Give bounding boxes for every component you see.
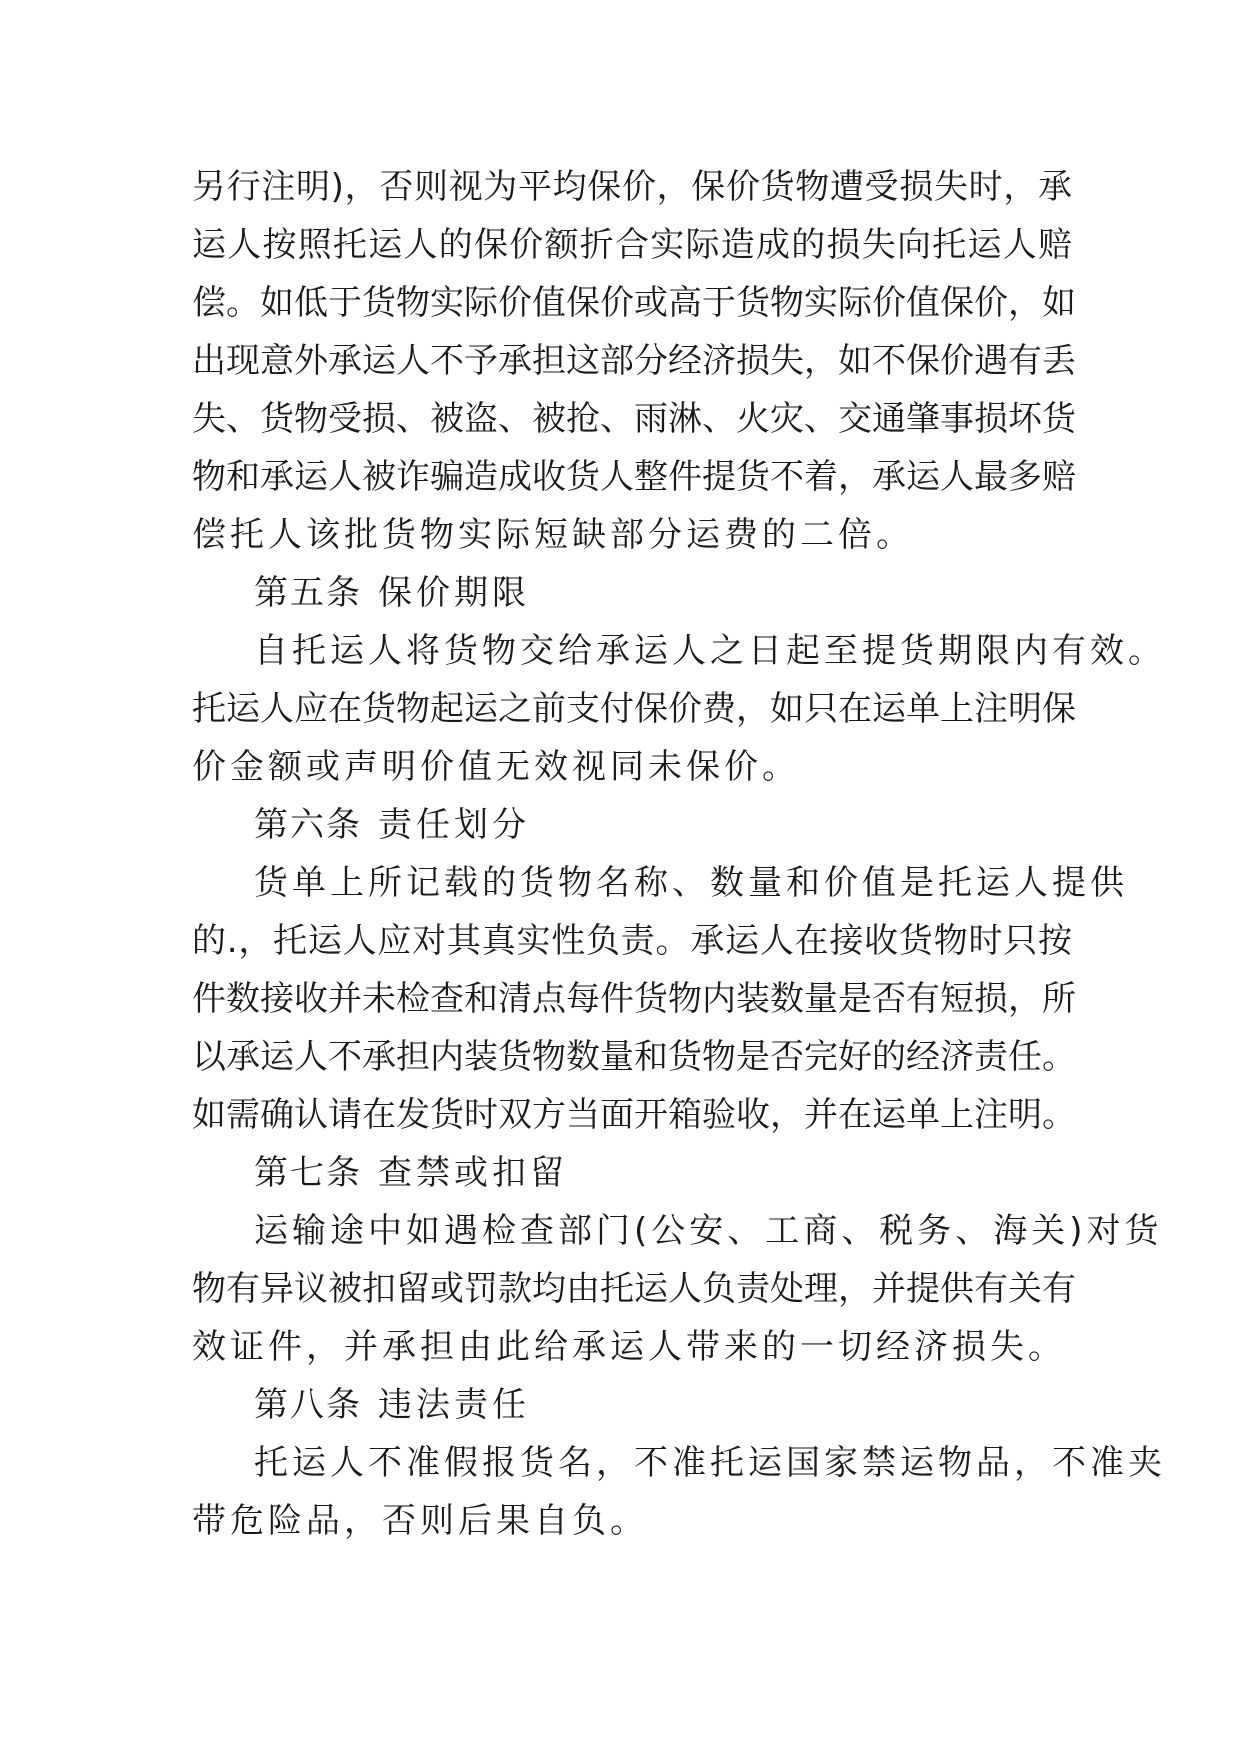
text-line: 如需确认请在发货时双方当面开箱验收，并在运单上注明。: [192, 1095, 1076, 1135]
article-5-heading: [192, 564, 1072, 622]
text-line: 效证件，并承担由此给承运人带来的一切经济损失。: [192, 1327, 1066, 1367]
text-line: 带危险品，否则后果自负。: [192, 1501, 648, 1541]
text-line: 价金额或声明价值无效视同未保价。: [192, 747, 800, 787]
article-number: 第八条: [254, 1385, 362, 1425]
article-title: 查禁或扣留: [378, 1153, 568, 1193]
text-line: 物和承运人被诈骗造成收货人整件提货不着，承运人最多赔: [192, 457, 1076, 497]
text-line: 另行注明)，否则视为平均保价，保价货物遭受损失时，承: [192, 167, 1072, 207]
text-line: 托运人不准假报货名，不准托运国家禁运物品，不准夹: [254, 1443, 1166, 1483]
text-line: 以承运人不承担内装货物数量和货物是否完好的经济责任。: [192, 1037, 1076, 1077]
document-page: [192, 158, 1166, 1550]
text-line: 托运人应在货物起运之前支付保价费，如只在运单上注明保: [192, 689, 1076, 729]
text-line: 偿。如低于货物实际价值保价或高于货物实际价值保价，如: [192, 283, 1076, 323]
text-line: 失、货物受损、被盗、被抢、雨淋、火灾、交通肇事损坏货: [192, 399, 1076, 439]
article-6-heading: [192, 796, 1072, 854]
article-number: 第六条: [254, 805, 362, 845]
article-8-heading: [192, 1376, 1072, 1434]
text-line: 的.，托运人应对其真实性负责。承运人在接收货物时只按: [192, 921, 1072, 961]
text-line: 偿托人该批货物实际短缺部分运费的二倍。: [192, 515, 914, 555]
article-title: 责任划分: [378, 805, 530, 845]
text-line: 运输途中如遇检查部门(公安、工商、税务、海关)对货: [254, 1211, 1163, 1251]
text-line: 件数接收并未检查和清点每件货物内装数量是否有短损，所: [192, 979, 1076, 1019]
article-title: 违法责任: [378, 1385, 530, 1425]
text-line: 出现意外承运人不予承担这部分经济损失，如不保价遇有丢: [192, 341, 1076, 381]
text-line: 运人按照托运人的保价额折合实际造成的损失向托运人赔: [192, 225, 1072, 265]
article-title: 保价期限: [378, 573, 530, 613]
text-line: 货单上所记载的货物名称、数量和价值是托运人提供: [254, 863, 1128, 903]
article-number: 第七条: [254, 1153, 362, 1193]
article-number: 第五条: [254, 573, 362, 613]
text-line: 物有异议被扣留或罚款均由托运人负责处理，并提供有关有: [192, 1269, 1076, 1309]
text-line: 自托运人将货物交给承运人之日起至提货期限内有效。: [254, 631, 1166, 671]
article-7-heading: [192, 1144, 1072, 1202]
